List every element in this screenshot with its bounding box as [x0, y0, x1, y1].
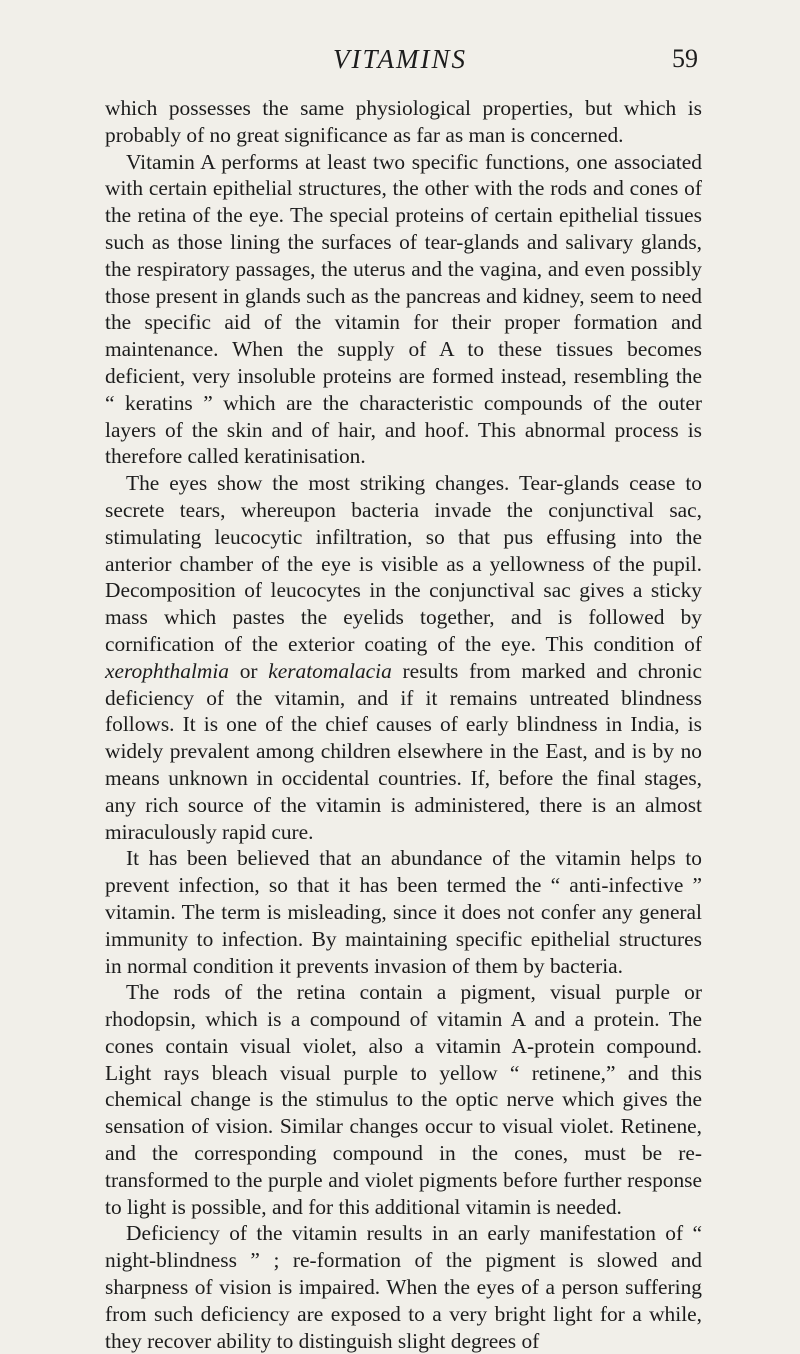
- paragraph-retina-pigments: The rods of the retina contain a pigment, visual purple or rhodopsin, which is a compound of vitamin A and a protein. The cones contain visual violet, also a vitamin A-protein compound. Light rays bleach visual purple to yellow “ retinene,” and this chemical change is the stimulus to the optic nerve which gives the sensation of vision. Similar changes occur to visual violet. Retinene, and the corresponding compound in the cones, must be re-transformed to the purple and violet pigments before further response to light is possible, and for this additional vitamin is needed.: [105, 980, 702, 1219]
- conjunction-or: or: [228, 658, 269, 683]
- paragraph-anti-infective: It has been believed that an abundance of the vitamin helps to prevent infection, so that it has been termed the “ anti-infective ” vitamin. The term is misleading, since it does not confer any general immunity to infection. By maintaining specific epithelial structures in normal condition it prevents invasion of them by bacteria.: [105, 846, 702, 978]
- paragraph-continued: which possesses the same physiological properties, but which is probably of no great significance as far as man is concerned.: [105, 96, 702, 147]
- running-head: [0, 44, 800, 84]
- paragraph-vitamin-a-functions: Vitamin A performs at least two specific functions, one associated with certain epithelial structures, the other with the rods and cones of the retina of the eye. The special proteins of certain epithelial tissues such as those lining the surfaces of tear-glands and salivary glands, the respiratory passages, the uterus and the vagina, and even possibly those present in glands such as the pancreas and kidney, seem to need the specific aid of the vitamin for their proper formation and maintenance. When the supply of A to these tissues becomes deficient, very insoluble proteins are formed instead, resembling the “ keratins ” which are the characteristic compounds of the outer layers of the skin and of hair, and hoof. This abnormal process is therefore called keratinisation.: [105, 149, 702, 469]
- paragraph-eye-changes-start: The eyes show the most striking changes. Tear-glands cease to secrete tears, whereupon bacteria invade the conjunctival sac, stimulating leucocytic infiltration, so that pus effusing into the anterior chamber of the eye is visible as a yellowness of the pupil. Decomposition of leucocytes in the conjunctival sac gives a sticky mass which pastes the eyelids together, and is followed by cornification of the exterior coating of the eye. This condition of: [105, 471, 702, 656]
- paragraph-eye-changes: [105, 470, 702, 845]
- paragraph-eye-changes-end: results from marked and chronic deficiency of the vitamin, and if it remains untreated blindness follows. It is one of the chief causes of early blindness in India, is widely prevalent among children elsewhere in the East, and is by no means unknown in occidental countries. If, before the final stages, any rich source of the vitamin is administered, there is an almost miraculously rapid cure.: [105, 658, 702, 844]
- page-number: 59: [672, 44, 698, 73]
- term-xerophthalmia: xerophthalmia: [105, 658, 229, 683]
- paragraph-night-blindness: Deficiency of the vitamin results in an early manifestation of “ night-blindness ” ; re-formation of the pigment is slowed and sharpness of vision is impaired. When the eyes of a person suffering from such deficiency are exposed to a very bright light for a while, they recover ability to distinguish slight degrees of: [105, 1221, 702, 1353]
- running-title: VITAMINS: [333, 44, 467, 74]
- term-keratomalacia: keratomalacia: [268, 658, 392, 683]
- body-text: [105, 95, 702, 1354]
